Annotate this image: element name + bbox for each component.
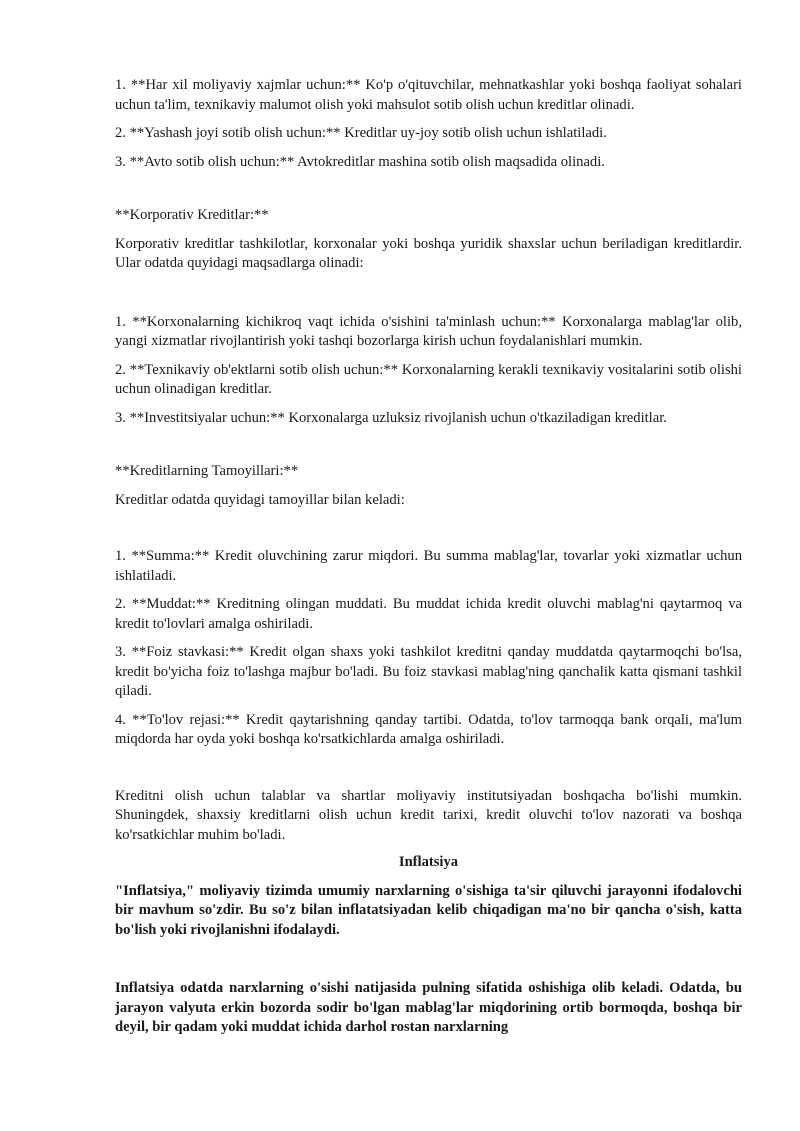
corporate-list-item-1: 1. **Korxonalarning kichikroq vaqt ichida o'sishini ta'minlash uchun:** Korxonalarga mablag'lar olib, yangi xizmatlar rivojlantirish yoki tashqi bozorlarga kirish uchun foydalanishlari mumkin. xyxy=(115,313,742,349)
personal-list-item-2: 2. **Yashash joyi sotib olish uchun:** Kreditlar uy-joy sotib olish uchun ishlatiladi. xyxy=(115,125,607,141)
principles-heading: **Kreditlarning Tamoyillari:** xyxy=(115,463,299,479)
closing-paragraph: Kreditni olish uchun talablar va shartlar moliyaviy institutsiyadan boshqacha bo'lishi mumkin. Shuningdek, shaxsiy kreditlarni olish uchun kredit tarixi, kredit oluvchi to'lov nazorati va boshqa ko'rsatkichlar muhim bo'ladi. xyxy=(115,787,742,843)
principles-list-item-4: 4. **To'lov rejasi:** Kredit qaytarishning qanday tartibi. Odatda, to'lov tarmoqqa bank orqali, ma'lum miqdorda har oyda yoki boshqa ko'rsatkichlarda amalga oshiriladi. xyxy=(115,711,742,747)
corporate-list-item-2: 2. **Texnikaviy ob'ektlarni sotib olish uchun:** Korxonalarning kerakli texnikaviy vositalarini sotib olishi uchun olinadigan kreditlar. xyxy=(115,361,742,397)
principles-list-item-2: 2. **Muddat:** Kreditning olingan muddati. Bu muddat ichida kredit oluvchi mablag'ni qaytarmoq va kredit to'lovlari amalga oshiriladi. xyxy=(115,596,742,632)
corporate-list-item-3: 3. **Investitsiyalar uchun:** Korxonalarga uzluksiz rivojlanish uchun o'tkaziladigan kreditlar. xyxy=(115,409,667,426)
personal-list-item-1: 1. **Har xil moliyaviy xajmlar uchun:** Ko'p o'qituvchilar, mehnatkashlar yoki boshqa faoliyat sohalari uchun ta'lim, texnikaviy malumot olish yoki mahsulot sotib olish uchun kreditlar olinadi. xyxy=(115,77,742,113)
principles-list-item-1: 1. **Summa:** Kredit oluvchining zarur miqdori. Bu summa mablag'lar, tovarlar yoki xizmatlar uchun ishlatiladi. xyxy=(115,548,742,584)
inflation-title: Inflatsiya xyxy=(398,854,459,870)
document-page xyxy=(115,76,742,1038)
inflation-paragraph-1: "Inflatsiya," moliyaviy tizimda umumiy narxlarning o'sishiga ta'sir qiluvchi jarayonni ifodalovchi bir mavhum so'zdir. Bu so'z bilan inflatatsiyadan kelib chiqadigan ma'no bir qancha o'sish, katta bo'lish yoki rivojlanishni ifodalaydi. xyxy=(115,882,742,938)
principles-intro: Kreditlar odatda quyidagi tamoyillar bilan keladi: xyxy=(115,491,405,508)
personal-list-item-3: 3. **Avto sotib olish uchun:** Avtokreditlar mashina sotib olish maqsadida olinadi. xyxy=(115,153,605,170)
corporate-intro: Korporativ kreditlar tashkilotlar, korxonalar yoki boshqa yuridik shaxslar uchun beriladigan kreditlardir. Ular odatda quyidagi maqsadlarga olinadi: xyxy=(115,235,742,271)
principles-list-item-3: 3. **Foiz stavkasi:** Kredit olgan shaxs yoki tashkilot kreditni qanday muddatda qaytarmoqchi bo'lsa, kredit bo'yicha foiz to'lashga majbur bo'ladi. Bu foiz stavkasi mablag'ning qanchalik katta qismani tashkil qiladi. xyxy=(115,644,742,699)
inflation-paragraph-2: Inflatsiya odatda narxlarning o'sishi natijasida pulning sifatida oshishiga olib keladi. Odatda, bu jarayon valyuta erkin bozorda sodir bo'lgan mablag'lar miqdorining ortib bormoqda, boshqa bir deyil, bir qadam yoki muddat ichida darhol rostan narxlarning xyxy=(115,980,742,1035)
corporate-heading: **Korporativ Kreditlar:** xyxy=(115,207,269,223)
